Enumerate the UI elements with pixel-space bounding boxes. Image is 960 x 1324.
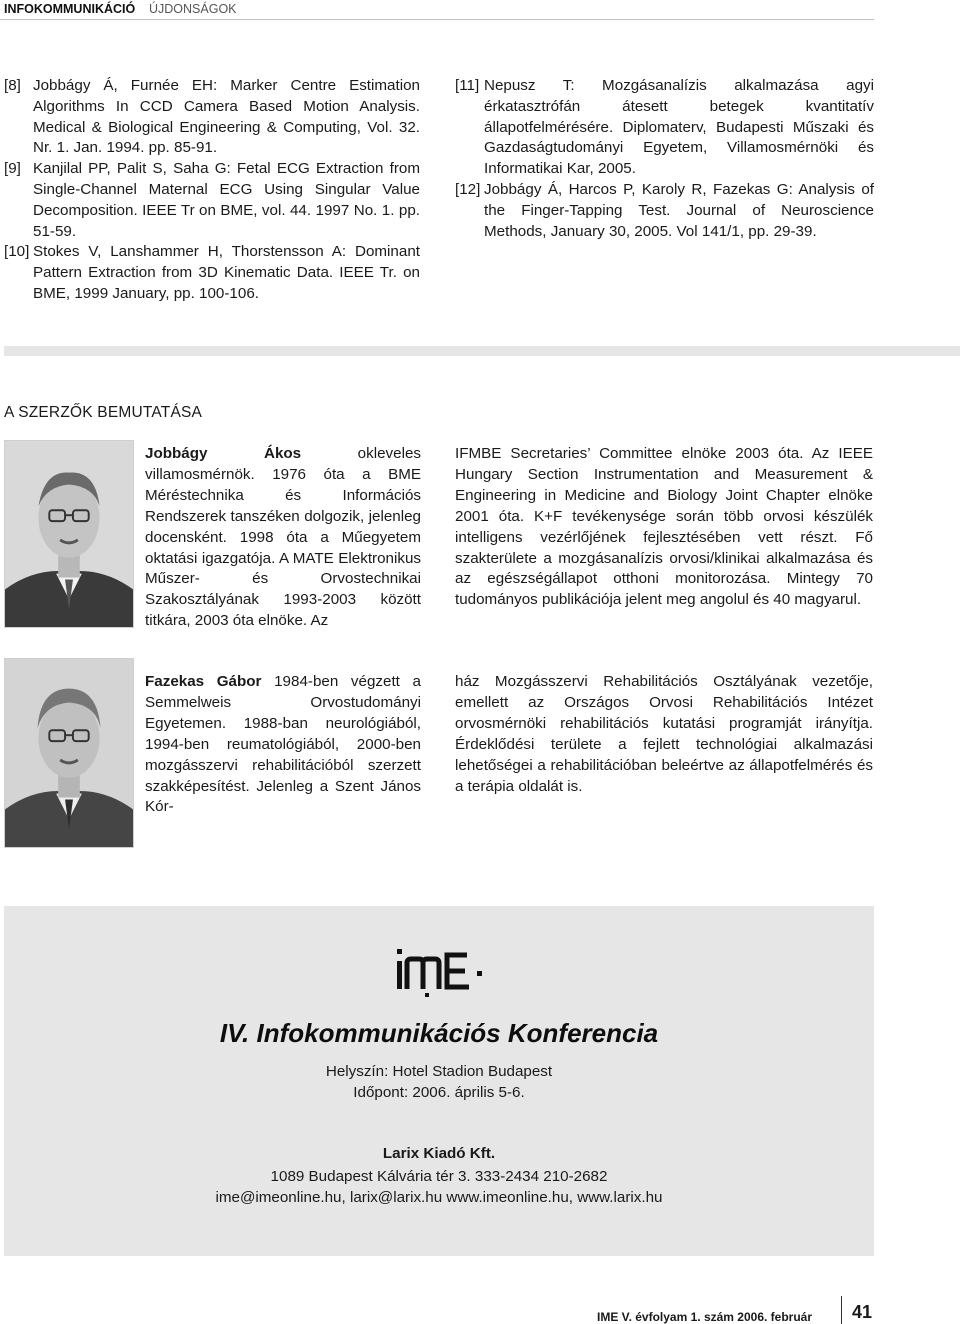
section-divider-band [4,346,960,356]
reference-text: Stokes V, Lanshammer H, Thorstensson A: Dominant Pattern Extraction from 3D Kinematic Data. IEEE Tr. on BME, 1999 January, pp. 100-106. [33,243,420,302]
publisher-address: 1089 Budapest Kálvária tér 3. 333-2434 210-2682 [270,1168,608,1185]
author1-name: Jobbágy Ákos [145,445,302,462]
header-section: INFOKOMMUNIKÁCIÓ [4,2,136,16]
references-right-column [455,76,874,242]
conference-title: IV. Infokommunikációs Konferencia [219,1018,659,1048]
footer-divider [841,1296,842,1324]
reference-item [455,180,874,242]
reference-number: [8] [4,77,21,94]
authors-section-title: A SZERZŐK BEMUTATÁSA [4,404,203,421]
reference-item [455,76,874,180]
reference-text: Jobbágy Á, Furnée EH: Marker Centre Estimation Algorithms In CCD Camera Based Motion Analysis. Medical & Biological Engineering & Computing, Vol. 32. Nr. 1. Jan. 1994. pp. 85-91. [33,77,420,157]
conference-date: Időpont: 2006. április 5-6. [353,1084,525,1101]
ime-logo-graphic [395,941,487,1001]
author2-bio-column1 [145,672,421,818]
conference-announcement-box [4,906,874,1256]
portrait-image-icon [5,441,133,627]
reference-item [4,159,420,242]
running-header [0,0,874,20]
reference-text: Kanjilal PP, Palit S, Saha G: Fetal ECG Extraction from Single-Channel Maternal ECG Using Singular Value Decomposition. IEEE Tr on BME, vol. 44. 1997 No. 1. pp. 51-59. [33,160,420,240]
page-number: 41 [851,1302,872,1322]
ime-logo-icon [395,941,487,1001]
publisher-contacts: ime@imeonline.hu, larix@larix.hu www.imeonline.hu, www.larix.hu [215,1189,663,1206]
reference-text: Nepusz T: Mozgásanalízis alkalmazása agyi érkatasztrófán átesett betegek kvantitatív állapotfelmérésére. Diplomaterv, Budapesti Műszaki és Gazdaságtudományi Egyetem, Villamosmérnöki és Informatikai Kar, 2005. [484,77,874,178]
author1-bio-column2: IFMBE Secretaries’ Committee elnöke 2003 óta. Az IEEE Hungary Section Instrumentation and Measurement & Engineering in Medicine and Biology Joint Chapter elnöke 2001 óta. K+F tevékenysége során több orvosi készülék intelligens vezérlőjének fejlesztésében vett részt. Fő szakterülete a mozgásanalízis orvosi/klinikai alkalmazása és az egészségállapot otthoni monitorozása. Mintegy 70 tudományos publikációja jelent meg angolul és 40 magyarul. [455,445,873,609]
reference-number: [10] [4,243,30,261]
conference-venue: Helyszín: Hotel Stadion Budapest [325,1063,553,1080]
portrait-image-icon [5,659,133,847]
header-subsection: ÚJDONSÁGOK [149,2,237,16]
reference-number: [11] [455,77,480,94]
reference-number: [9] [4,160,21,178]
references-left-column [4,76,420,305]
author2-name: Fazekas Gábor [145,673,262,690]
reference-number: [12] [455,180,481,198]
publisher-name: Larix Kiadó Kft. [382,1145,496,1162]
journal-issue: IME V. évfolyam 1. szám 2006. február [597,1310,812,1324]
reference-text: Jobbágy Á, Harcos P, Karoly R, Fazekas G: Analysis of the Finger-Tapping Test. Journal of Neuroscience Methods, January 30, 2005. Vol 141/1, pp. 29-39. [484,180,874,240]
author1-bio-column1 [145,444,421,632]
page-footer [520,1296,874,1324]
reference-item [4,242,420,304]
author-photo-fazekas [4,658,134,848]
author2-bio-text: 1984-ben végzett a Semmelweis Orvostudományi Egyetemen. 1988-ban neurológiából, 1994-ben reumatológiából, 2000-ben mozgásszervi rehabilitációból szerzett szakképesítést. Jelenleg a Szent János Kór- [145,673,421,816]
reference-item [4,76,420,159]
author-photo-jobbagy [4,440,134,628]
author2-bio-column2: ház Mozgásszervi Rehabilitációs Osztályának vezetője, emellett az Országos Orvosi Rehabilitációs Intézet orvosmérnöki rehabilitációs kutatási programját irányítja. Érdeklődési területe a fejlett technológiai alkalmazási lehetőségei a rehabilitációban beleértve az állapotfelmérés és a terápia oldalát is. [455,673,873,795]
author1-bio-text: okleveles villamosmérnök. 1976 óta a BME Méréstechnika és Információs Rendszerek tanszéken dolgozik, jelenleg docensként. 1998 óta a Műegyetem oktatási igazgatója. A MATE Elektronikus Műszer- és Orvostechnikai Szakosztályának 1993-2003 között titkára, 2003 óta elnöke. Az [145,445,421,630]
